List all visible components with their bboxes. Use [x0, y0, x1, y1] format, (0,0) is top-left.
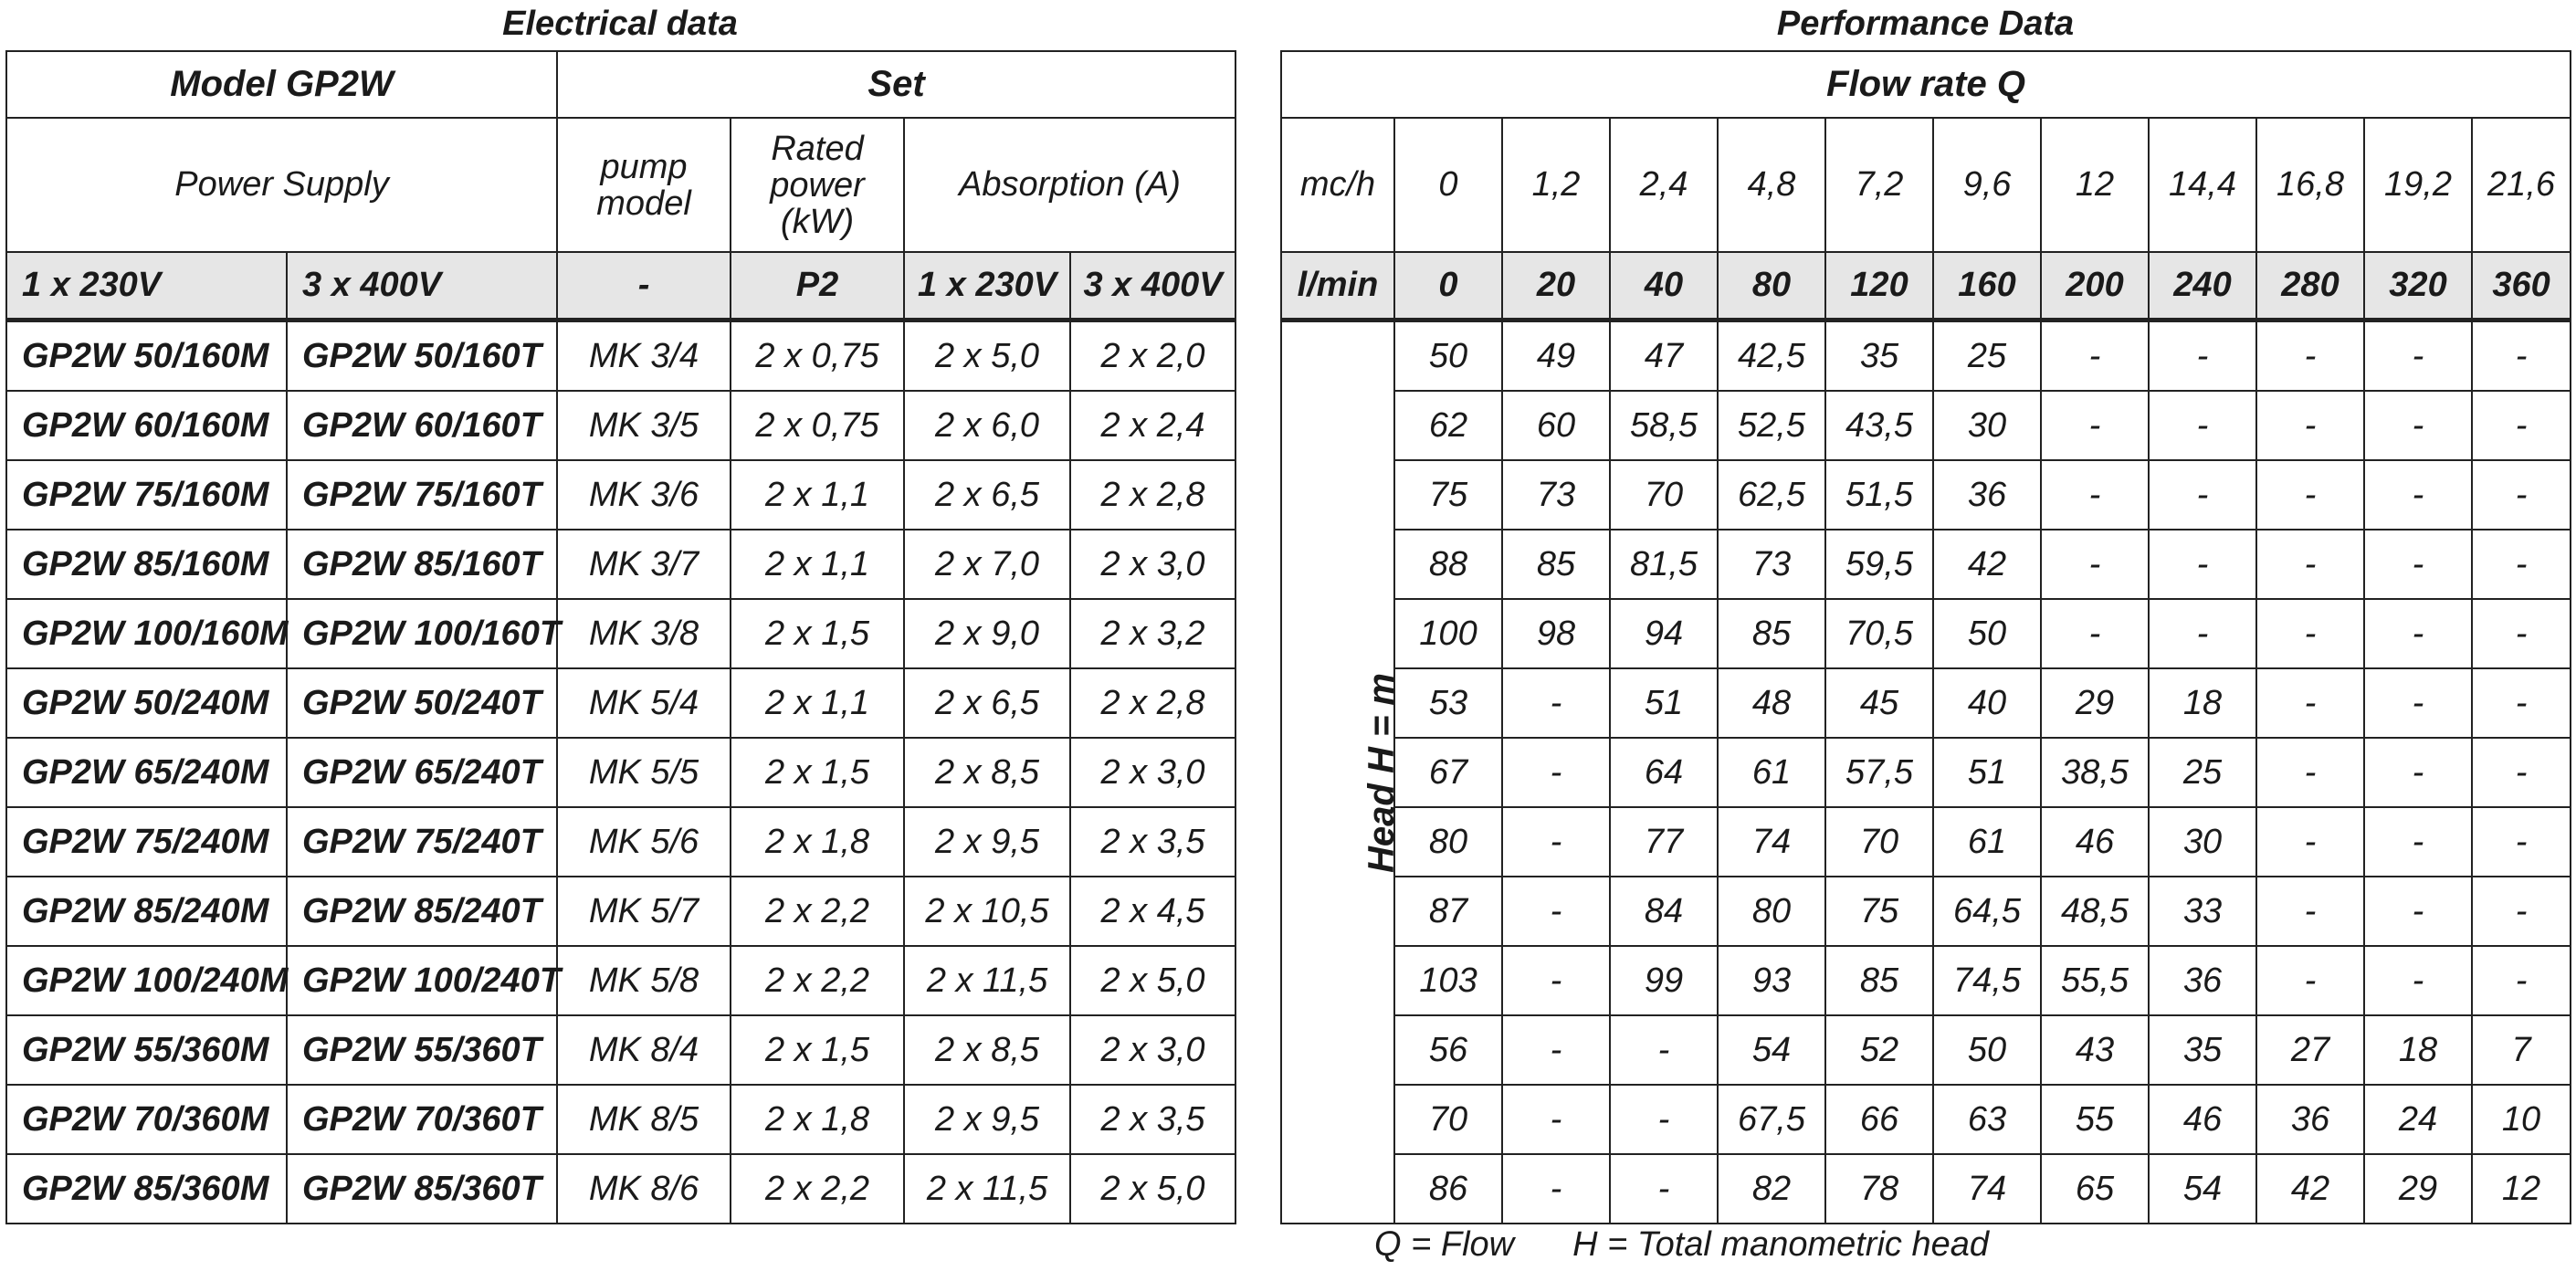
- flow-lmin-cell: 200: [2041, 252, 2149, 320]
- head-value-cell: -: [1502, 946, 1610, 1015]
- value-cell: MK 3/5: [557, 391, 731, 460]
- head-value-cell: 70: [1610, 460, 1718, 530]
- value-cell: 2 x 9,5: [904, 1085, 1070, 1154]
- head-value-cell: -: [2256, 391, 2364, 460]
- head-value-cell: 53: [1394, 668, 1502, 738]
- model-cell: GP2W 55/360T: [287, 1015, 557, 1085]
- rated-power-header: Rated power (kW): [731, 118, 904, 252]
- head-value-cell: 52,5: [1718, 391, 1825, 460]
- head-value-cell: -: [1502, 1015, 1610, 1085]
- model-cell: GP2W 100/160T: [287, 599, 557, 668]
- flow-lmin-cell: 20: [1502, 252, 1610, 320]
- electrical-row: [6, 668, 1235, 738]
- head-value-cell: 59,5: [1825, 530, 1933, 599]
- head-value-cell: 57,5: [1825, 738, 1933, 807]
- head-value-cell: 50: [1933, 599, 2041, 668]
- head-value-cell: -: [2364, 320, 2472, 392]
- flow-lmin-cell: 360: [2472, 252, 2571, 320]
- flow-mch-cell: 16,8: [2256, 118, 2364, 252]
- flow-rate-header: Flow rate Q: [1281, 51, 2571, 118]
- head-value-cell: 62,5: [1718, 460, 1825, 530]
- flow-lmin-cell: 0: [1394, 252, 1502, 320]
- model-cell: GP2W 50/160M: [6, 320, 287, 392]
- head-value-cell: 36: [2256, 1085, 2364, 1154]
- model-cell: GP2W 100/240M: [6, 946, 287, 1015]
- model-cell: GP2W 100/240T: [287, 946, 557, 1015]
- head-value-cell: 84: [1610, 877, 1718, 946]
- head-value-cell: -: [1610, 1015, 1718, 1085]
- head-value-cell: 61: [1933, 807, 2041, 877]
- head-value-cell: 64: [1610, 738, 1718, 807]
- head-value-cell: 61: [1718, 738, 1825, 807]
- head-value-cell: 55: [2041, 1085, 2149, 1154]
- model-cell: GP2W 75/240T: [287, 807, 557, 877]
- head-value-cell: 74,5: [1933, 946, 2041, 1015]
- head-value-cell: 54: [1718, 1015, 1825, 1085]
- head-value-cell: 29: [2364, 1154, 2472, 1224]
- value-cell: MK 8/6: [557, 1154, 731, 1224]
- performance-row: [1281, 599, 2571, 668]
- electrical-row: [6, 807, 1235, 877]
- model-cell: GP2W 85/240T: [287, 877, 557, 946]
- head-value-cell: -: [2364, 460, 2472, 530]
- head-value-cell: -: [2041, 391, 2149, 460]
- head-value-cell: 85: [1502, 530, 1610, 599]
- flow-mch-cell: 9,6: [1933, 118, 2041, 252]
- head-value-cell: 48: [1718, 668, 1825, 738]
- value-cell: 2 x 9,0: [904, 599, 1070, 668]
- head-value-cell: 29: [2041, 668, 2149, 738]
- head-value-cell: 43: [2041, 1015, 2149, 1085]
- flow-mch-cell: 2,4: [1610, 118, 1718, 252]
- legend-head: H = Total manometric head: [1572, 1225, 1989, 1264]
- model-cell: GP2W 60/160M: [6, 391, 287, 460]
- unit-lmin-label: l/min: [1281, 252, 1394, 320]
- head-value-cell: 82: [1718, 1154, 1825, 1224]
- head-value-cell: 74: [1718, 807, 1825, 877]
- head-value-cell: 87: [1394, 877, 1502, 946]
- pump-model-header: pump model: [557, 118, 731, 252]
- performance-row: [1281, 320, 2571, 392]
- head-value-cell: -: [2256, 599, 2364, 668]
- head-value-cell: 27: [2256, 1015, 2364, 1085]
- head-value-cell: 60: [1502, 391, 1610, 460]
- model-cell: GP2W 70/360M: [6, 1085, 287, 1154]
- value-cell: 2 x 3,2: [1070, 599, 1235, 668]
- head-value-cell: 36: [1933, 460, 2041, 530]
- head-value-cell: -: [2472, 946, 2571, 1015]
- model-cell: GP2W 75/160T: [287, 460, 557, 530]
- model-cell: GP2W 85/160T: [287, 530, 557, 599]
- electrical-row: [6, 391, 1235, 460]
- value-cell: 2 x 2,8: [1070, 668, 1235, 738]
- head-value-cell: 67,5: [1718, 1085, 1825, 1154]
- value-cell: 2 x 8,5: [904, 738, 1070, 807]
- value-cell: 2 x 1,1: [731, 668, 904, 738]
- value-cell: 2 x 2,4: [1070, 391, 1235, 460]
- value-cell: MK 5/6: [557, 807, 731, 877]
- head-value-cell: -: [2149, 530, 2256, 599]
- head-value-cell: 63: [1933, 1085, 2041, 1154]
- head-value-cell: 42: [2256, 1154, 2364, 1224]
- head-value-cell: -: [2364, 807, 2472, 877]
- head-value-cell: 64,5: [1933, 877, 2041, 946]
- electrical-row: [6, 1154, 1235, 1224]
- head-value-cell: 75: [1825, 877, 1933, 946]
- head-value-cell: 62: [1394, 391, 1502, 460]
- head-value-cell: 78: [1825, 1154, 1933, 1224]
- head-value-cell: 52: [1825, 1015, 1933, 1085]
- value-cell: 2 x 1,5: [731, 1015, 904, 1085]
- value-cell: 2 x 3,0: [1070, 1015, 1235, 1085]
- head-value-cell: -: [2149, 460, 2256, 530]
- head-value-cell: -: [2149, 391, 2256, 460]
- value-cell: 2 x 3,0: [1070, 738, 1235, 807]
- model-cell: GP2W 50/240T: [287, 668, 557, 738]
- head-value-cell: 18: [2149, 668, 2256, 738]
- subheader-3x400v: 3 x 400V: [287, 252, 557, 320]
- head-value-cell: -: [2256, 946, 2364, 1015]
- head-value-cell: 85: [1825, 946, 1933, 1015]
- head-value-cell: 55,5: [2041, 946, 2149, 1015]
- value-cell: 2 x 2,2: [731, 1154, 904, 1224]
- flow-lmin-cell: 160: [1933, 252, 2041, 320]
- head-value-cell: 58,5: [1610, 391, 1718, 460]
- head-value-cell: 50: [1933, 1015, 2041, 1085]
- head-value-cell: 80: [1718, 877, 1825, 946]
- head-value-cell: -: [2149, 320, 2256, 392]
- head-value-cell: -: [2364, 530, 2472, 599]
- head-value-cell: 30: [1933, 391, 2041, 460]
- head-value-cell: 51,5: [1825, 460, 1933, 530]
- electrical-row: [6, 530, 1235, 599]
- head-value-cell: -: [2472, 460, 2571, 530]
- head-value-cell: 51: [1933, 738, 2041, 807]
- head-value-cell: -: [2364, 599, 2472, 668]
- flow-mch-cell: 1,2: [1502, 118, 1610, 252]
- head-value-cell: -: [2041, 320, 2149, 392]
- flow-mch-cell: 0: [1394, 118, 1502, 252]
- head-value-cell: 80: [1394, 807, 1502, 877]
- head-value-cell: 103: [1394, 946, 1502, 1015]
- value-cell: MK 3/4: [557, 320, 731, 392]
- value-cell: 2 x 8,5: [904, 1015, 1070, 1085]
- model-cell: GP2W 55/360M: [6, 1015, 287, 1085]
- performance-row: [1281, 1015, 2571, 1085]
- head-value-cell: 25: [2149, 738, 2256, 807]
- head-label: Head H = m: [1361, 672, 1402, 873]
- value-cell: 2 x 6,0: [904, 391, 1070, 460]
- value-cell: 2 x 11,5: [904, 1154, 1070, 1224]
- flow-lmin-cell: 80: [1718, 252, 1825, 320]
- head-value-cell: 49: [1502, 320, 1610, 392]
- performance-row: [1281, 1154, 2571, 1224]
- head-value-cell: 81,5: [1610, 530, 1718, 599]
- value-cell: 2 x 6,5: [904, 460, 1070, 530]
- electrical-row: [6, 460, 1235, 530]
- performance-row: [1281, 1085, 2571, 1154]
- head-value-cell: -: [2472, 668, 2571, 738]
- head-value-cell: 73: [1502, 460, 1610, 530]
- absorption-header: Absorption (A): [904, 118, 1235, 252]
- flow-mch-cell: 14,4: [2149, 118, 2256, 252]
- flow-lmin-cell: 280: [2256, 252, 2364, 320]
- value-cell: 2 x 2,8: [1070, 460, 1235, 530]
- head-value-cell: 93: [1718, 946, 1825, 1015]
- head-value-cell: 70: [1825, 807, 1933, 877]
- head-value-cell: 42: [1933, 530, 2041, 599]
- head-value-cell: 65: [2041, 1154, 2149, 1224]
- head-value-cell: 25: [1933, 320, 2041, 392]
- model-cell: GP2W 85/360M: [6, 1154, 287, 1224]
- head-value-cell: -: [2041, 460, 2149, 530]
- value-cell: 2 x 1,1: [731, 530, 904, 599]
- model-header: Model GP2W: [6, 51, 557, 118]
- power-supply-header: Power Supply: [6, 118, 557, 252]
- head-value-cell: -: [2472, 530, 2571, 599]
- head-value-cell: -: [2041, 530, 2149, 599]
- value-cell: 2 x 3,5: [1070, 1085, 1235, 1154]
- head-value-cell: -: [1502, 1154, 1610, 1224]
- model-cell: GP2W 85/160M: [6, 530, 287, 599]
- flow-mch-cell: 21,6: [2472, 118, 2571, 252]
- performance-row: [1281, 877, 2571, 946]
- head-value-cell: 35: [1825, 320, 1933, 392]
- electrical-row: [6, 320, 1235, 392]
- head-value-cell: 12: [2472, 1154, 2571, 1224]
- value-cell: MK 3/7: [557, 530, 731, 599]
- head-value-cell: -: [2256, 530, 2364, 599]
- flow-lmin-cell: 40: [1610, 252, 1718, 320]
- head-value-cell: 51: [1610, 668, 1718, 738]
- value-cell: 2 x 11,5: [904, 946, 1070, 1015]
- performance-row: [1281, 738, 2571, 807]
- performance-row: [1281, 807, 2571, 877]
- flow-mch-cell: 12: [2041, 118, 2149, 252]
- head-value-cell: -: [1502, 807, 1610, 877]
- head-value-cell: 77: [1610, 807, 1718, 877]
- value-cell: MK 5/5: [557, 738, 731, 807]
- performance-row: [1281, 946, 2571, 1015]
- model-cell: GP2W 65/240T: [287, 738, 557, 807]
- performance-row: [1281, 668, 2571, 738]
- head-value-cell: 56: [1394, 1015, 1502, 1085]
- head-label-cell: [1281, 320, 1402, 1224]
- head-value-cell: -: [2041, 599, 2149, 668]
- performance-row: [1281, 530, 2571, 599]
- value-cell: MK 5/7: [557, 877, 731, 946]
- head-value-cell: -: [2364, 946, 2472, 1015]
- head-value-cell: -: [2472, 391, 2571, 460]
- head-value-cell: 66: [1825, 1085, 1933, 1154]
- model-cell: GP2W 75/240M: [6, 807, 287, 877]
- head-value-cell: -: [2472, 738, 2571, 807]
- head-value-cell: 45: [1825, 668, 1933, 738]
- head-value-cell: -: [2364, 391, 2472, 460]
- head-value-cell: 94: [1610, 599, 1718, 668]
- electrical-row: [6, 738, 1235, 807]
- value-cell: 2 x 1,8: [731, 807, 904, 877]
- electrical-data-table: [5, 50, 1236, 1224]
- model-cell: GP2W 65/240M: [6, 738, 287, 807]
- value-cell: 2 x 5,0: [1070, 946, 1235, 1015]
- electrical-row: [6, 599, 1235, 668]
- head-value-cell: 50: [1394, 320, 1502, 392]
- model-cell: GP2W 85/240M: [6, 877, 287, 946]
- flow-mch-cell: 4,8: [1718, 118, 1825, 252]
- head-value-cell: 24: [2364, 1085, 2472, 1154]
- electrical-row: [6, 1015, 1235, 1085]
- value-cell: MK 5/8: [557, 946, 731, 1015]
- performance-data-table: [1280, 50, 2571, 1224]
- flow-lmin-cell: 120: [1825, 252, 1933, 320]
- head-value-cell: -: [1610, 1085, 1718, 1154]
- head-value-cell: 36: [2149, 946, 2256, 1015]
- value-cell: 2 x 1,5: [731, 738, 904, 807]
- head-value-cell: -: [2256, 807, 2364, 877]
- head-value-cell: 99: [1610, 946, 1718, 1015]
- head-value-cell: 46: [2149, 1085, 2256, 1154]
- model-cell: GP2W 75/160M: [6, 460, 287, 530]
- head-value-cell: 48,5: [2041, 877, 2149, 946]
- value-cell: 2 x 5,0: [904, 320, 1070, 392]
- value-cell: MK 8/4: [557, 1015, 731, 1085]
- value-cell: 2 x 6,5: [904, 668, 1070, 738]
- head-value-cell: -: [1502, 877, 1610, 946]
- unit-mch-label: mc/h: [1281, 118, 1394, 252]
- head-value-cell: -: [2472, 807, 2571, 877]
- subheader-abs-1x230v: 1 x 230V: [904, 252, 1070, 320]
- model-cell: GP2W 50/240M: [6, 668, 287, 738]
- model-cell: GP2W 50/160T: [287, 320, 557, 392]
- performance-row: [1281, 391, 2571, 460]
- value-cell: 2 x 10,5: [904, 877, 1070, 946]
- flow-lmin-cell: 320: [2364, 252, 2472, 320]
- subheader-1x230v: 1 x 230V: [6, 252, 287, 320]
- value-cell: 2 x 1,8: [731, 1085, 904, 1154]
- value-cell: MK 5/4: [557, 668, 731, 738]
- electrical-row: [6, 1085, 1235, 1154]
- head-value-cell: 74: [1933, 1154, 2041, 1224]
- model-cell: GP2W 70/360T: [287, 1085, 557, 1154]
- head-value-cell: 18: [2364, 1015, 2472, 1085]
- value-cell: 2 x 0,75: [731, 320, 904, 392]
- head-value-cell: 47: [1610, 320, 1718, 392]
- value-cell: 2 x 7,0: [904, 530, 1070, 599]
- head-value-cell: -: [2256, 320, 2364, 392]
- head-value-cell: -: [1610, 1154, 1718, 1224]
- head-value-cell: 30: [2149, 807, 2256, 877]
- head-value-cell: 7: [2472, 1015, 2571, 1085]
- head-value-cell: -: [2364, 738, 2472, 807]
- value-cell: 2 x 2,2: [731, 946, 904, 1015]
- head-value-cell: 38,5: [2041, 738, 2149, 807]
- head-value-cell: -: [2256, 877, 2364, 946]
- head-value-cell: 54: [2149, 1154, 2256, 1224]
- head-value-cell: 75: [1394, 460, 1502, 530]
- value-cell: 2 x 3,5: [1070, 807, 1235, 877]
- electrical-row: [6, 946, 1235, 1015]
- subheader-abs-3x400v: 3 x 400V: [1070, 252, 1235, 320]
- value-cell: 2 x 2,2: [731, 877, 904, 946]
- head-value-cell: 42,5: [1718, 320, 1825, 392]
- head-value-cell: -: [2256, 460, 2364, 530]
- head-value-cell: 86: [1394, 1154, 1502, 1224]
- value-cell: 2 x 3,0: [1070, 530, 1235, 599]
- head-value-cell: -: [2472, 320, 2571, 392]
- head-value-cell: 67: [1394, 738, 1502, 807]
- head-value-cell: -: [1502, 738, 1610, 807]
- subheader-p2: P2: [731, 252, 904, 320]
- flow-mch-cell: 19,2: [2364, 118, 2472, 252]
- set-header: Set: [557, 51, 1235, 118]
- flow-mch-cell: 7,2: [1825, 118, 1933, 252]
- value-cell: MK 3/6: [557, 460, 731, 530]
- head-value-cell: -: [1502, 668, 1610, 738]
- head-value-cell: 35: [2149, 1015, 2256, 1085]
- value-cell: 2 x 5,0: [1070, 1154, 1235, 1224]
- value-cell: MK 8/5: [557, 1085, 731, 1154]
- electrical-row: [6, 877, 1235, 946]
- head-value-cell: 100: [1394, 599, 1502, 668]
- legend-flow: Q = Flow: [1374, 1225, 1515, 1264]
- value-cell: 2 x 1,1: [731, 460, 904, 530]
- head-value-cell: 70,5: [1825, 599, 1933, 668]
- head-value-cell: -: [2364, 877, 2472, 946]
- head-value-cell: 98: [1502, 599, 1610, 668]
- head-value-cell: -: [2364, 668, 2472, 738]
- head-value-cell: -: [2472, 877, 2571, 946]
- head-value-cell: 70: [1394, 1085, 1502, 1154]
- value-cell: 2 x 1,5: [731, 599, 904, 668]
- head-value-cell: -: [2149, 599, 2256, 668]
- performance-data-title: Performance Data: [1776, 5, 2075, 43]
- legend: [1374, 1225, 1989, 1265]
- head-value-cell: 85: [1718, 599, 1825, 668]
- value-cell: 2 x 4,5: [1070, 877, 1235, 946]
- head-value-cell: 40: [1933, 668, 2041, 738]
- head-value-cell: 33: [2149, 877, 2256, 946]
- head-value-cell: 43,5: [1825, 391, 1933, 460]
- value-cell: MK 3/8: [557, 599, 731, 668]
- head-value-cell: -: [2256, 738, 2364, 807]
- value-cell: 2 x 0,75: [731, 391, 904, 460]
- head-value-cell: -: [2256, 668, 2364, 738]
- electrical-data-title: Electrical data: [502, 5, 738, 43]
- performance-row: [1281, 460, 2571, 530]
- value-cell: 2 x 9,5: [904, 807, 1070, 877]
- model-cell: GP2W 60/160T: [287, 391, 557, 460]
- subheader-dash: -: [557, 252, 731, 320]
- flow-lmin-cell: 240: [2149, 252, 2256, 320]
- model-cell: GP2W 85/360T: [287, 1154, 557, 1224]
- head-value-cell: 10: [2472, 1085, 2571, 1154]
- head-value-cell: -: [1502, 1085, 1610, 1154]
- value-cell: 2 x 2,0: [1070, 320, 1235, 392]
- head-value-cell: 88: [1394, 530, 1502, 599]
- head-value-cell: 46: [2041, 807, 2149, 877]
- model-cell: GP2W 100/160M: [6, 599, 287, 668]
- head-value-cell: -: [2472, 599, 2571, 668]
- head-value-cell: 73: [1718, 530, 1825, 599]
